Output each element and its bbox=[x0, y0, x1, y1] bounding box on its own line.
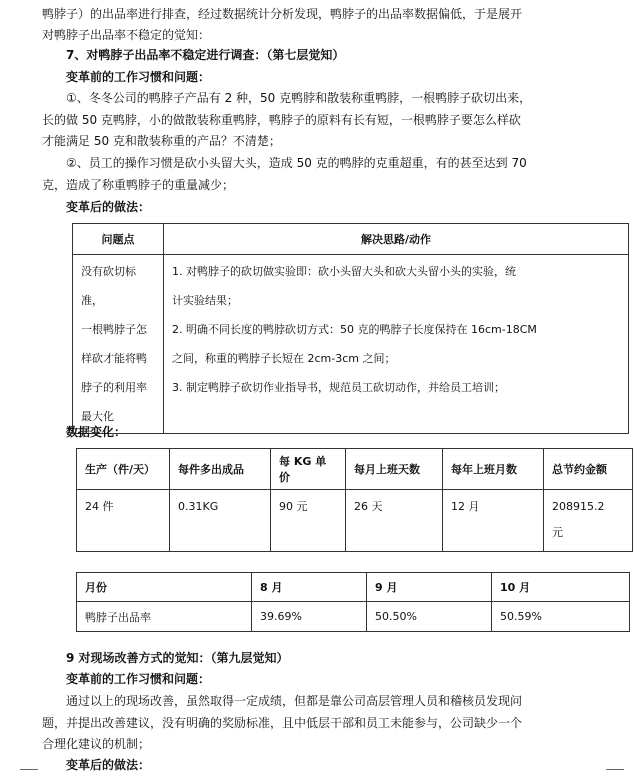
page-corner-mark-left bbox=[20, 769, 38, 772]
intro-line-2: 对鸭脖子出品率不稳定的觉知： bbox=[42, 28, 211, 42]
cell-extra-per-piece: 0.31KG bbox=[170, 490, 271, 552]
header-total-savings: 总节约金额 bbox=[544, 449, 633, 490]
cell-months-per-year: 12 月 bbox=[443, 490, 544, 552]
cell-rate-label: 鸭脖子出品率 bbox=[77, 602, 252, 632]
action-line: 之间，称重的鸭脖子长短在 2cm-3cm 之间； bbox=[172, 352, 396, 365]
section-9-p1-line3: 合理化建议的机制； bbox=[42, 737, 151, 751]
problem-line: 样砍才能将鸭 bbox=[81, 352, 147, 365]
savings-table-row bbox=[77, 490, 633, 552]
total-savings-unit: 元 bbox=[552, 526, 563, 539]
problem-line: 最大化 bbox=[81, 410, 114, 423]
problem-line: 一根鸭脖子怎 bbox=[81, 323, 147, 336]
header-aug: 8 月 bbox=[252, 573, 367, 602]
solution-table-row bbox=[73, 255, 629, 434]
rate-table bbox=[76, 572, 630, 632]
action-line: 2. 明确不同长度的鸭脖砍切方式：50 克的鸭脖子长度保持在 16cm-18CM bbox=[172, 323, 537, 336]
problem-cell bbox=[73, 255, 164, 434]
cell-days-per-month: 26 天 bbox=[346, 490, 443, 552]
cell-total-savings bbox=[544, 490, 633, 552]
section-7-p1-line2: 长的做 50 克鸭脖，小的做散装称重鸭脖，鸭脖子的原料有长有短，一根鸭脖子要怎么样砍 bbox=[42, 113, 521, 127]
cell-unit-price: 90 元 bbox=[271, 490, 346, 552]
section-9-p1-line2: 题，并提出改善建议，没有明确的奖励标准，且中低层干部和员工未能参与，公司缺少一个 bbox=[42, 716, 523, 730]
header-month: 月份 bbox=[77, 573, 252, 602]
rate-table-header bbox=[77, 573, 630, 602]
page-corner-mark-right bbox=[606, 769, 624, 772]
intro-line-1: 鸭脖子）的出品率进行排查，经过数据统计分析发现，鸭脖子的出品率数据偏低，于是展开 bbox=[42, 7, 523, 21]
section-7-p1-line1: ①、冬冬公司的鸭脖子产品有 2 种，50 克鸭脖和散装称重鸭脖，一根鸭脖子砍切出来， bbox=[66, 91, 532, 105]
problem-line: 没有砍切标准， bbox=[81, 265, 136, 307]
header-months-per-year: 每年上班月数 bbox=[443, 449, 544, 490]
header-extra-per-piece: 每件多出成品 bbox=[170, 449, 271, 490]
action-line: 1. 对鸭脖子的砍切做实验即：砍小头留大头和砍大头留小头的实验，统 bbox=[172, 265, 516, 278]
header-problem: 问题点 bbox=[73, 224, 164, 255]
cell-rate-aug: 39.69% bbox=[252, 602, 367, 632]
header-solution: 解决思路/动作 bbox=[164, 224, 629, 255]
total-savings-amount: 208915.2 bbox=[552, 500, 605, 513]
solution-table bbox=[72, 223, 629, 434]
savings-table bbox=[76, 448, 633, 552]
section-7-after-heading: 变革后的做法： bbox=[66, 200, 151, 214]
section-9-before-heading: 变革前的工作习惯和问题： bbox=[66, 672, 211, 686]
section-7-p1-line3: 才能满足 50 克和散装称重的产品？不清楚； bbox=[42, 134, 281, 148]
header-sep: 9 月 bbox=[367, 573, 492, 602]
section-7-before-heading: 变革前的工作习惯和问题： bbox=[66, 70, 211, 84]
data-change-heading: 数据变化： bbox=[66, 425, 127, 439]
action-line: 3. 制定鸭脖子砍切作业指导书，规范员工砍切动作，并给员工培训； bbox=[172, 381, 505, 394]
section-7-title: 7、对鸭脖子出品率不稳定进行调查：（第七层觉知） bbox=[66, 48, 345, 62]
header-days-per-month: 每月上班天数 bbox=[346, 449, 443, 490]
problem-line: 脖子的利用率 bbox=[81, 381, 147, 394]
savings-table-header bbox=[77, 449, 633, 490]
header-production: 生产（件/天） bbox=[77, 449, 170, 490]
section-7-p2-line1: ②、员工的操作习惯是砍小头留大头，造成 50 克的鸭脖的克重超重，有的甚至达到 70 bbox=[66, 156, 527, 170]
action-line: 计实验结果； bbox=[172, 294, 238, 307]
section-9-title: 9 对现场改善方式的觉知：（第九层觉知） bbox=[66, 651, 289, 665]
cell-production: 24 件 bbox=[77, 490, 170, 552]
action-cell bbox=[164, 255, 629, 434]
cell-rate-oct: 50.59% bbox=[492, 602, 630, 632]
section-9-after-heading: 变革后的做法： bbox=[66, 758, 151, 772]
section-9-p1-line1: 通过以上的现场改善，虽然取得一定成绩，但都是靠公司高层管理人员和稽核员发现问 bbox=[66, 694, 523, 708]
section-7-p2-line2: 克，造成了称重鸭脖子的重量减少； bbox=[42, 178, 235, 192]
header-oct: 10 月 bbox=[492, 573, 630, 602]
header-unit-price: 每 KG 单价 bbox=[271, 449, 346, 490]
rate-table-row bbox=[77, 602, 630, 632]
solution-table-header bbox=[73, 224, 629, 255]
cell-rate-sep: 50.50% bbox=[367, 602, 492, 632]
